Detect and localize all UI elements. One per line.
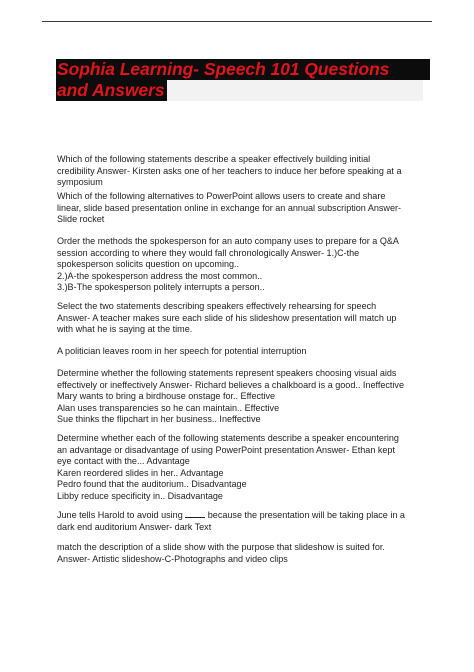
text-line (57, 509, 432, 522)
text-line: Libby reduce specificity in.. Disadvantage (57, 490, 223, 501)
fill-in-blank (185, 509, 205, 518)
text-line: with what he is saying at the time. (57, 324, 193, 335)
text-line: 3.)B-The spokesperson politely interrupts a person.. (57, 282, 265, 293)
qa-entry-4 (57, 301, 432, 336)
text-line: Select the two statements describing speakers effectively rehearsing for speech (57, 301, 377, 311)
text-line: Karen reordered slides in her.. Advantage (57, 467, 224, 478)
qa-entry-8 (57, 509, 432, 533)
qa-entry-9 (57, 542, 432, 565)
qa-entry-1 (57, 154, 432, 189)
text-line: Which of the following alternatives to PowerPoint allows users to create and share (57, 191, 386, 201)
text-fragment: June tells Harold to avoid using (57, 510, 183, 520)
text-line: an advantage or disadvantage of using PowerPoint presentation Answer- Ethan kept (57, 444, 395, 455)
text-line: session according to where they would fall chronologically Answer- 1.)C-the (57, 247, 360, 258)
text-line: Pedro found that the auditorium.. Disadvantage (57, 479, 247, 490)
text-line: effectively or ineffectively Answer- Richard believes a chalkboard is a good.. Ineffective (57, 379, 404, 390)
text-line: Order the methods the spokesperson for an auto company uses to prepare for a Q&A (57, 236, 399, 246)
text-line: eye contact with the... Advantage (57, 456, 190, 467)
text-line: A politician leaves room in her speech for potential interruption (57, 346, 307, 356)
text-line: Slide rocket (57, 214, 105, 225)
text-line: Mary wants to bring a birdhouse onstage for.. Effective (57, 391, 276, 402)
text-line: Sue thinks the flipchart in her business.. Ineffective (57, 414, 261, 425)
document-title (56, 59, 430, 101)
text-line: Determine whether the following statements represent speakers choosing visual aids (57, 368, 397, 378)
top-rule (42, 21, 432, 22)
text-line: linear, slide based presentation online in exchange for an annual subscription Answer- (57, 202, 402, 213)
text-line: match the description of a slide show with the purpose that slideshow is suited for. (57, 542, 385, 552)
text-line: spokesperson solicits question on upcoming.. (57, 259, 240, 270)
text-line: symposium (57, 177, 103, 188)
text-line: credibility Answer- Kirsten asks one of her teachers to induce her before speaking at a (57, 165, 402, 176)
text-line: Determine whether each of the following statements describe a speaker encountering (57, 433, 399, 443)
title-line-2: and Answers (56, 80, 430, 101)
text-line: 2.)A-the spokesperson address the most common.. (57, 270, 263, 281)
qa-entry-6 (57, 368, 432, 426)
text-line: Which of the following statements describe a speaker effectively building initial (57, 154, 371, 164)
qa-entry-3 (57, 236, 432, 294)
text-line: Answer- Artistic slideshow-C-Photographs and video clips (57, 553, 288, 564)
qa-entry-7 (57, 433, 432, 503)
text-fragment: because the presentation will be taking place in a (207, 510, 405, 520)
text-line: Answer- A teacher makes sure each slide of his slideshow presentation will match up (57, 312, 397, 323)
title-line-1: Sophia Learning- Speech 101 Questions (56, 59, 430, 80)
text-line: Alan uses transparencies so he can maintain.. Effective (57, 402, 280, 413)
qa-entry-2 (57, 191, 432, 226)
text-line: dark end auditorium Answer- dark Text (57, 521, 212, 532)
qa-entry-5 (57, 346, 432, 358)
